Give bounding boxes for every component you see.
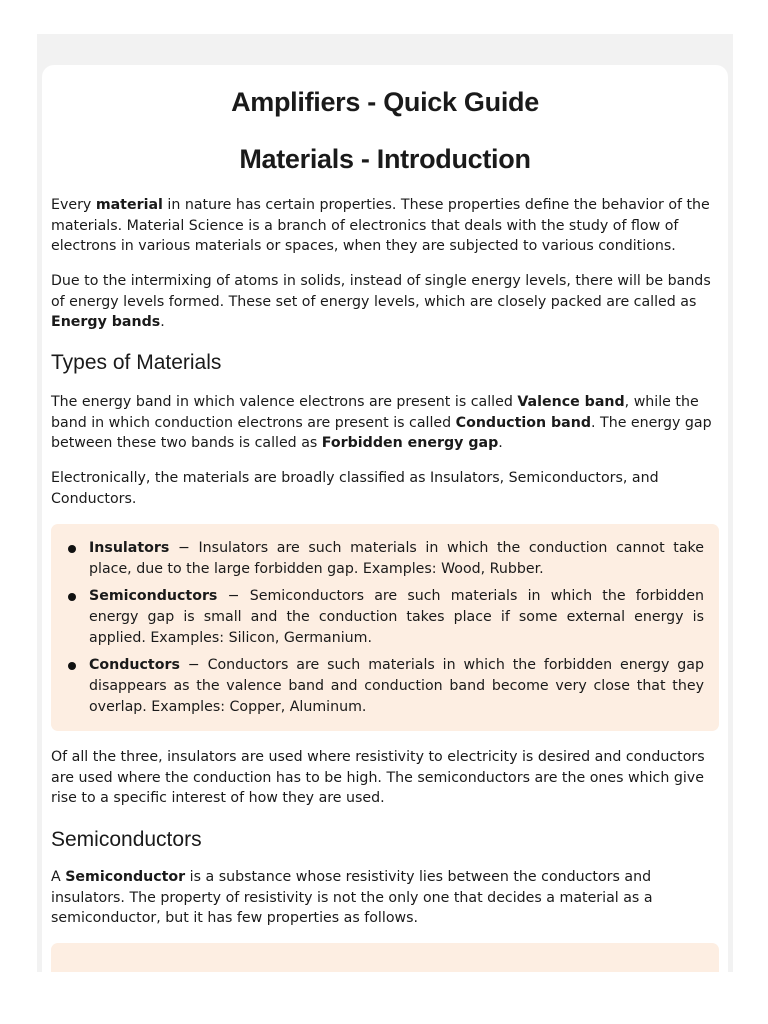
types-heading: Types of Materials xyxy=(51,351,222,374)
types-paragraph-2: Electronically, the materials are broadly classified as Insulators, Semiconductors, and Conductors. xyxy=(51,470,659,507)
types-paragraph-1: The energy band in which valence electrons are present is called Valence band, while the band in which conduction electrons are present is called Conduction band. The energy gap between these two bands is called as Forbidden energy gap. xyxy=(51,394,712,452)
list-item xyxy=(51,586,719,648)
bold-term: Valence band xyxy=(517,394,625,410)
section-title: Materials - Introduction xyxy=(239,144,531,174)
page-title: Amplifiers - Quick Guide xyxy=(231,87,539,117)
list-item xyxy=(51,538,719,579)
list-item-desc: − Semiconductors are such materials in which the forbidden energy gap is small and the conduction takes place if some external energy is applied. Examples: Silicon, Germanium. xyxy=(89,588,704,646)
materials-callout xyxy=(51,524,719,731)
list-item-term: Semiconductors xyxy=(89,588,218,605)
intro-paragraph-2: Due to the intermixing of atoms in solids, instead of single energy levels, there will be bands of energy levels formed. These set of energy levels, which are closely packed are called as Energy bands. xyxy=(51,273,711,331)
list-item xyxy=(51,655,719,717)
bold-term: Energy bands xyxy=(51,314,161,331)
bold-term: material xyxy=(95,197,163,213)
bullet-icon xyxy=(68,545,76,553)
materials-list xyxy=(51,524,719,717)
bold-term: Forbidden energy gap xyxy=(321,435,499,452)
list-item-desc: − Insulators are such materials in which the conduction cannot take place, due to the large forbidden gap. Examples: Wood, Rubber. xyxy=(89,540,704,577)
page-background xyxy=(37,34,733,972)
semiconductors-heading: Semiconductors xyxy=(51,828,202,851)
bullet-icon xyxy=(68,662,76,670)
properties-callout xyxy=(51,943,719,972)
bold-term: Semiconductor xyxy=(65,869,186,885)
content-card xyxy=(42,65,728,972)
intro-paragraph-1: Every material in nature has certain properties. These properties define the behavior of the materials. Material Science is a branch of electronics that deals with the study of flow of electrons in various materials or spaces, when they are subjected to various conditions. xyxy=(51,197,710,255)
list-item-term: Conductors xyxy=(89,657,180,674)
bold-term: Conduction band xyxy=(455,414,592,431)
list-item-term: Insulators xyxy=(89,540,170,556)
types-paragraph-3: Of all the three, insulators are used where resistivity to electricity is desired and conductors are used where the conduction has to be high. The semiconductors are the ones which give rise to a specific interest of how they are used. xyxy=(51,749,705,807)
semiconductors-paragraph-1: A Semiconductor is a substance whose resistivity lies between the conductors and insulators. The property of resistivity is not the only one that decides a material as a semiconductor, but it has few properties as follows. xyxy=(51,869,653,927)
bullet-icon xyxy=(68,593,76,601)
list-item-desc: − Conductors are such materials in which the forbidden energy gap disappears as the valence band and conduction band become very close that they overlap. Examples: Copper, Aluminum. xyxy=(89,657,704,715)
